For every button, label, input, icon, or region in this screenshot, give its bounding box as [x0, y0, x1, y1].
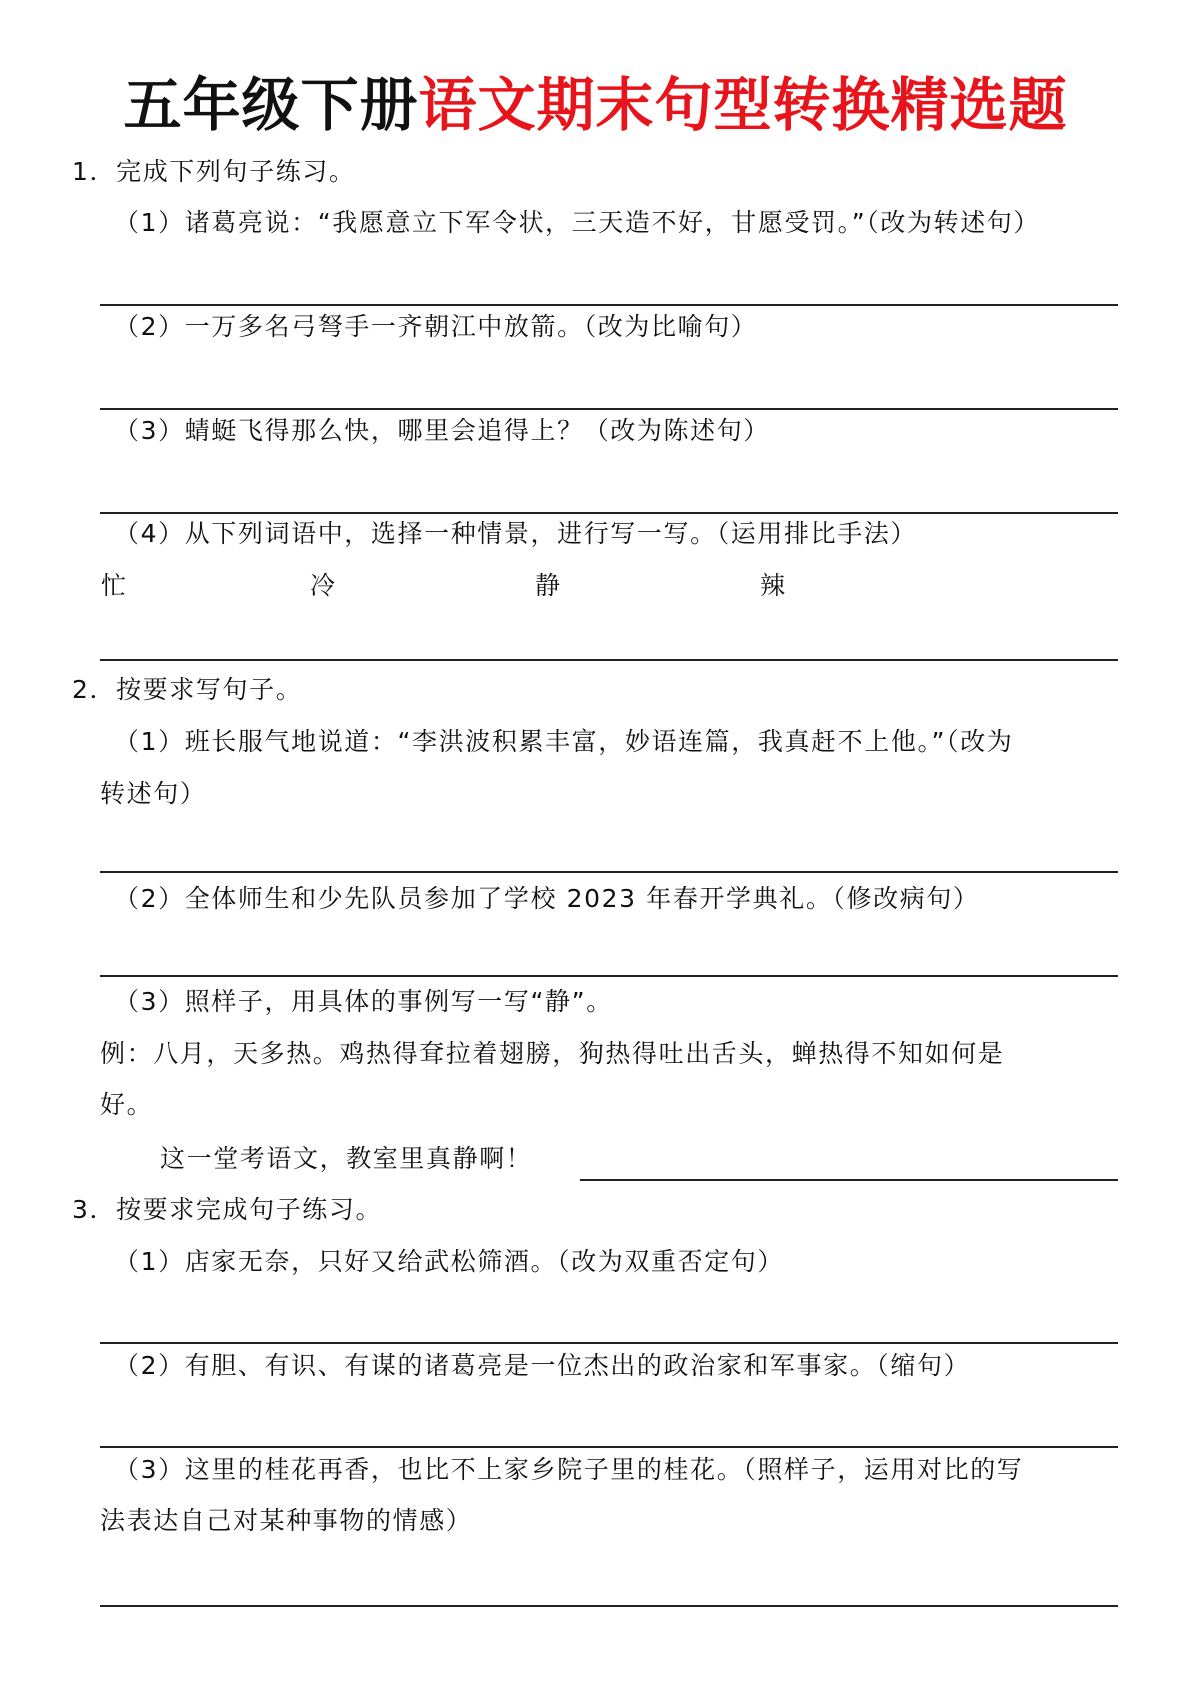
word-option: 冷: [310, 571, 337, 600]
answer-line[interactable]: [100, 871, 1118, 873]
question-2-item-2: （2）全体师生和少先队员参加了学校 2023 年春开学典礼。（修改病句）: [114, 884, 980, 913]
question-2-item-1-continued: 转述句）: [100, 779, 207, 808]
answer-line[interactable]: [100, 408, 1118, 410]
question-2-item-3: （3）照样子，用具体的事例写一写“静”。: [114, 987, 613, 1016]
answer-line[interactable]: [100, 304, 1118, 306]
answer-line[interactable]: [100, 659, 1118, 661]
example-text: 例：八月，天多热。鸡热得耷拉着翅膀，狗热得吐出舌头，蝉热得不知如何是: [100, 1039, 1005, 1068]
page-title: [0, 58, 1191, 142]
title-grade: 五年级下册: [123, 71, 419, 139]
word-option: 静: [535, 571, 562, 600]
question-1-item-3: （3）蜻蜓飞得那么快，哪里会追得上？（改为陈述句）: [114, 416, 770, 445]
question-3-item-3-continued: 法表达自己对某种事物的情感）: [100, 1506, 473, 1535]
answer-line[interactable]: [100, 975, 1118, 977]
answer-line[interactable]: [100, 1605, 1118, 1607]
question-2-item-1: （1）班长服气地说道：“李洪波积累丰富，妙语连篇，我真赶不上他。”（改为: [114, 727, 1014, 756]
question-1-item-4: （4）从下列词语中，选择一种情景，进行写一写。（运用排比手法）: [114, 519, 918, 548]
fill-in-line[interactable]: [580, 1179, 1118, 1181]
answer-line[interactable]: [100, 1342, 1118, 1344]
question-1-item-1: （1）诸葛亮说：“我愿意立下军令状，三天造不好，甘愿受罚。”（改为转述句）: [114, 208, 1041, 237]
question-2-heading: 2．按要求写句子。: [72, 675, 303, 704]
question-1-item-2: （2）一万多名弓弩手一齐朝江中放箭。（改为比喻句）: [114, 312, 758, 341]
question-3-item-1: （1）店家无奈，只好又给武松筛酒。（改为双重否定句）: [114, 1247, 785, 1276]
answer-line[interactable]: [100, 512, 1118, 514]
word-option: 忙: [101, 571, 128, 600]
question-1-heading: 1．完成下列句子练习。: [72, 157, 356, 186]
example-text-continued: 好。: [100, 1090, 154, 1119]
question-3-item-2: （2）有胆、有识、有谋的诸葛亮是一位杰出的政治家和军事家。（缩句）: [114, 1351, 971, 1380]
title-topic: 语文期末句型转换精选题: [418, 71, 1068, 139]
answer-line[interactable]: [100, 1446, 1118, 1448]
fill-in-prompt: 这一堂考语文，教室里真静啊！: [160, 1144, 533, 1173]
word-option: 辣: [760, 571, 787, 600]
question-3-item-3: （3）这里的桂花再香，也比不上家乡院子里的桂花。（照样子，运用对比的写: [114, 1455, 1024, 1484]
question-3-heading: 3．按要求完成句子练习。: [72, 1195, 383, 1224]
